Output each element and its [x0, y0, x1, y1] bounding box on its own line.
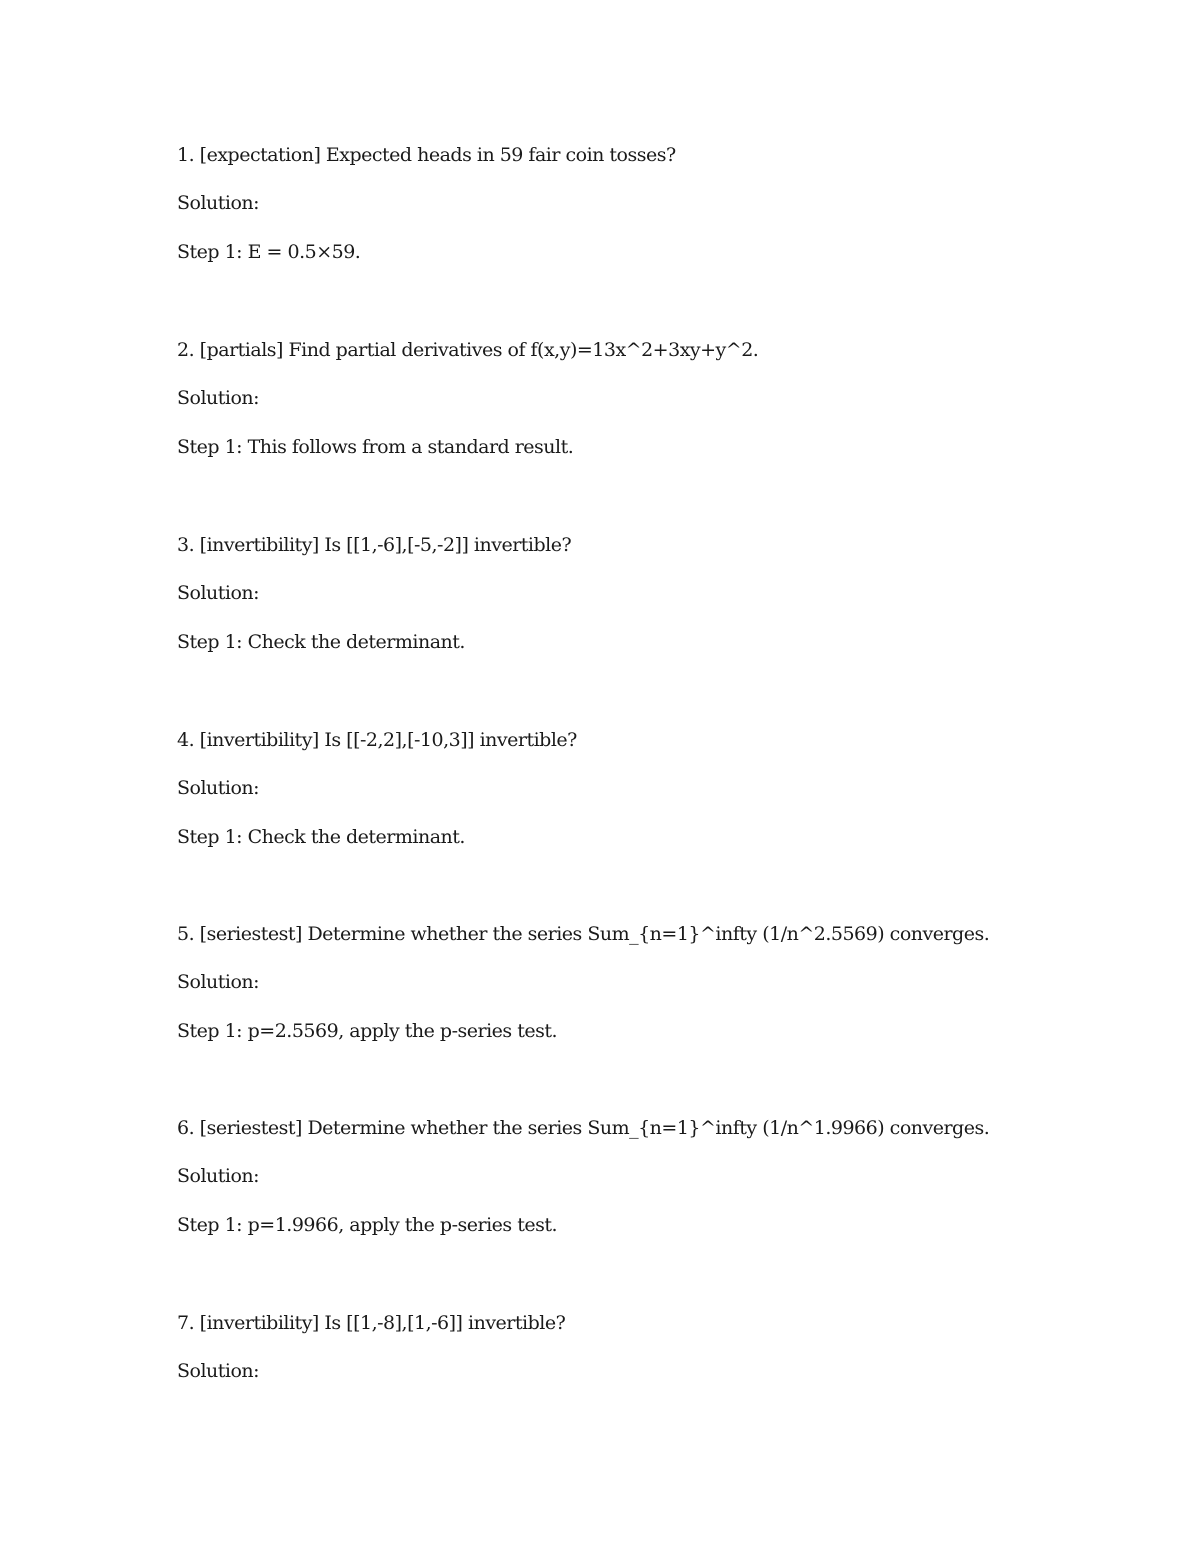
- solution-step: Step 1: Check the determinant.: [177, 631, 465, 653]
- solution-step: Step 1: Check the determinant.: [177, 826, 465, 848]
- question-text: 7. [invertibility] Is [[1,-8],[1,-6]] invertible?: [177, 1312, 566, 1334]
- solution-step: Step 1: p=2.5569, apply the p-series test.: [177, 1020, 558, 1042]
- solution-label: Solution:: [177, 971, 260, 993]
- question-text: 4. [invertibility] Is [[-2,2],[-10,3]] invertible?: [177, 729, 577, 751]
- solution-step: Step 1: This follows from a standard result.: [177, 436, 574, 458]
- solution-label: Solution:: [177, 1360, 260, 1382]
- solution-step: Step 1: E = 0.5×59.: [177, 241, 361, 263]
- question-text: 6. [seriestest] Determine whether the series Sum_{n=1}^infty (1/n^1.9966) converges.: [177, 1117, 990, 1139]
- solution-label: Solution:: [177, 192, 260, 214]
- solution-label: Solution:: [177, 777, 260, 799]
- question-text: 1. [expectation] Expected heads in 59 fair coin tosses?: [177, 144, 676, 166]
- question-text: 2. [partials] Find partial derivatives of f(x,y)=13x^2+3xy+y^2.: [177, 339, 759, 361]
- solution-label: Solution:: [177, 1165, 260, 1187]
- solution-step: Step 1: p=1.9966, apply the p-series test.: [177, 1214, 558, 1236]
- solution-label: Solution:: [177, 582, 260, 604]
- question-text: 3. [invertibility] Is [[1,-6],[-5,-2]] invertible?: [177, 534, 572, 556]
- question-text: 5. [seriestest] Determine whether the series Sum_{n=1}^infty (1/n^2.5569) converges.: [177, 923, 990, 945]
- solution-label: Solution:: [177, 387, 260, 409]
